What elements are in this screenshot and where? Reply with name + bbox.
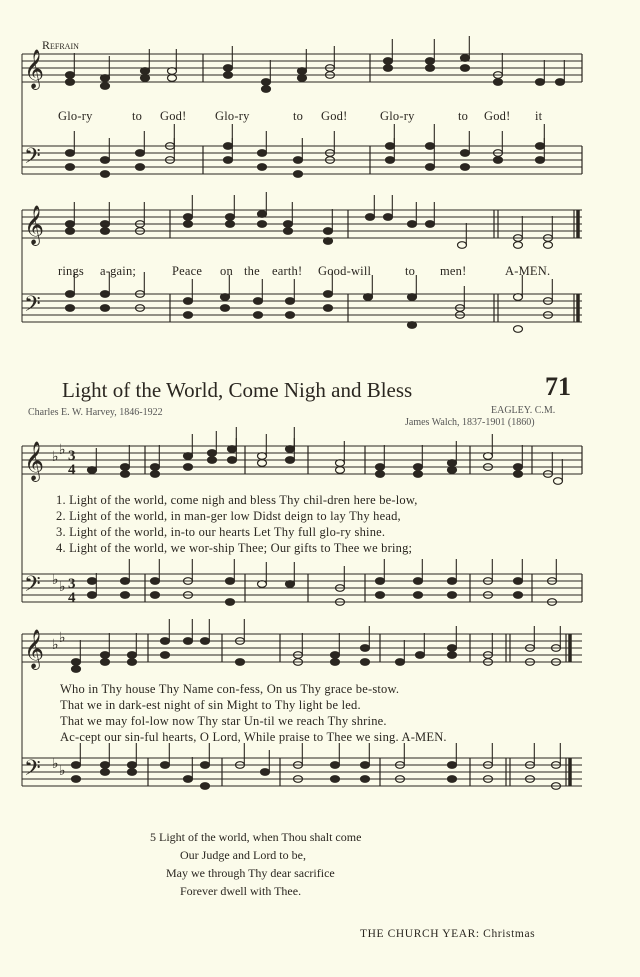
treble-clef-icon: 𝄞: [24, 205, 45, 245]
svg-text:♭: ♭: [52, 572, 59, 588]
hymn-number: 71: [545, 372, 571, 401]
bass-clef-icon: 𝄢: [24, 144, 41, 174]
refrain-lyric-1-8: to: [458, 109, 469, 123]
refrain-lyric-2-7: Good-will: [318, 264, 372, 278]
svg-text:♭: ♭: [59, 442, 66, 458]
hymn-tune: EAGLEY. C.M.: [491, 405, 556, 416]
bass-clef-icon: 𝄢: [24, 292, 41, 322]
refrain-lyric-1-6: God!: [321, 109, 348, 123]
refrain-lyric-1-3: God!: [160, 109, 187, 123]
refrain-lyric-2-4: on: [220, 264, 233, 278]
verse-5-line-3: May we through Thy dear sacrifice: [166, 866, 335, 880]
svg-text:3: 3: [68, 576, 76, 592]
refrain-label: Refrain: [42, 38, 79, 52]
refrain-lyric-1-10: it: [535, 109, 543, 123]
bass-clef-icon: 𝄢: [24, 756, 41, 786]
verse-1-line-2: Who in Thy house Thy Name con-fess, On us Thy grace be-stow.: [60, 682, 400, 696]
page-footer: THE CHURCH YEAR: Christmas: [360, 928, 536, 940]
refrain-lyric-1-1: Glo-ry: [58, 109, 93, 123]
verse-3-line-2: That we may fol-low now Thy star Un-til we reach Thy shrine.: [60, 714, 387, 728]
refrain-lyric-1-9: God!: [484, 109, 511, 123]
verse-4-line-1: 4. Light of the world, we wor-ship Thee; Our gifts to Thee we bring;: [56, 541, 413, 555]
svg-text:♭: ♭: [59, 630, 66, 646]
refrain-lyric-2-6: earth!: [272, 264, 303, 278]
svg-text:♭: ♭: [59, 763, 66, 779]
svg-text:♭: ♭: [52, 637, 59, 653]
svg-text:♭: ♭: [52, 449, 59, 465]
staff-system3-treble: [22, 446, 582, 474]
staff-system3-bass: [22, 574, 582, 602]
svg-text:4: 4: [68, 462, 76, 478]
verse-3-line-1: 3. Light of the world, in-to our hearts Let Thy full glo-ry shine.: [56, 525, 386, 539]
verse-5-line-4: Forever dwell with Thee.: [180, 884, 302, 898]
treble-clef-icon: 𝄞: [24, 629, 45, 669]
svg-text:♭: ♭: [59, 579, 66, 595]
refrain-lyric-1-5: to: [293, 109, 304, 123]
refrain-lyric-2-2: a-gain;: [100, 264, 137, 278]
refrain-lyric-2-8: to: [405, 264, 416, 278]
refrain-lyric-2-3: Peace: [172, 264, 203, 278]
verse-2-line-2: That we in dark-est night of sin Might to Thy light be led.: [60, 698, 361, 712]
verse-5-line-2: Our Judge and Lord to be,: [180, 848, 306, 862]
refrain-lyric-1-4: Glo-ry: [215, 109, 250, 123]
verse-4-line-2: Ac-cept our sin-ful hearts, O Lord, While praise to Thee we sing. A-MEN.: [60, 730, 447, 744]
refrain-lyric-2-5: the: [244, 264, 260, 278]
refrain-lyric-1-2: to: [132, 109, 143, 123]
refrain-lyric-2-1: rings: [58, 264, 84, 278]
verse-2-line-1: 2. Light of the world, in man-ger low Didst deign to lay Thy head,: [56, 509, 401, 523]
hymn-composer: James Walch, 1837-1901 (1860): [405, 417, 535, 428]
treble-clef-icon: 𝄞: [24, 441, 45, 481]
refrain-lyric-2-10: A-MEN.: [505, 264, 551, 278]
svg-text:3: 3: [68, 448, 76, 464]
hymn-title: Light of the World, Come Nigh and Bless: [62, 378, 413, 402]
refrain-lyric-2-9: men!: [440, 264, 467, 278]
svg-text:4: 4: [68, 590, 76, 606]
refrain-lyric-1-7: Glo-ry: [380, 109, 415, 123]
hymn-author: Charles E. W. Harvey, 1846-1922: [28, 407, 163, 418]
svg-text:♭: ♭: [52, 756, 59, 772]
verse-5-line-1: 5 Light of the world, when Thou shalt come: [150, 830, 362, 844]
bass-clef-icon: 𝄢: [24, 572, 41, 602]
verse-1-line-1: 1. Light of the world, come nigh and bless Thy chil-dren here be-low,: [56, 493, 418, 507]
treble-clef-icon: 𝄞: [24, 49, 45, 89]
